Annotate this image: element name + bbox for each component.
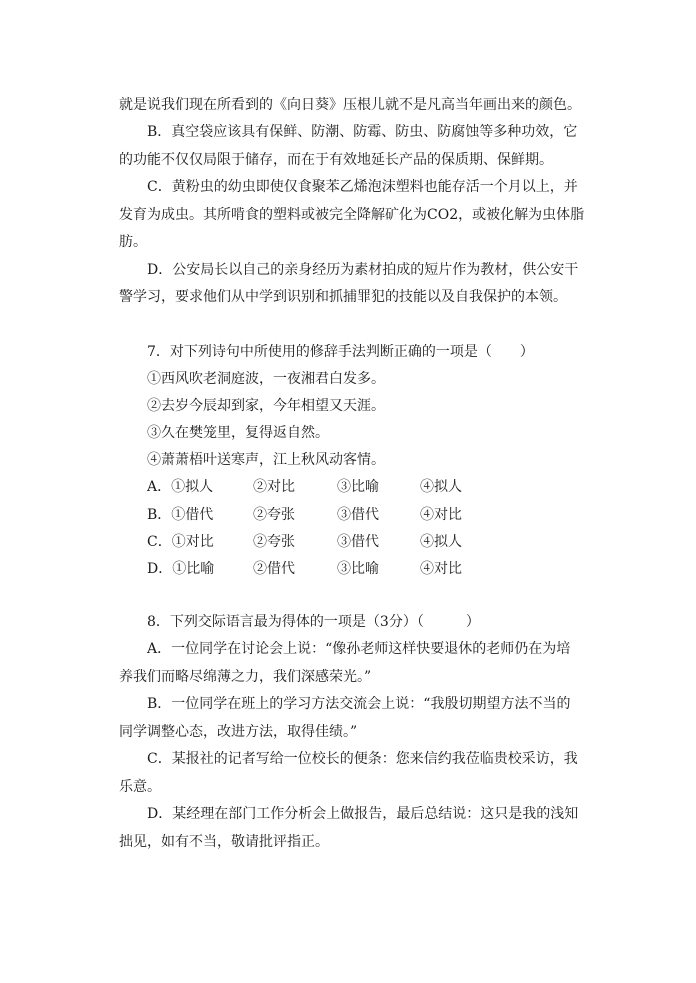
q7-stem: 7．对下列诗句中所使用的修辞手法判断正确的一项是（ ） [147,344,534,360]
q6-option-c-cont: 肪。 [119,234,147,250]
q8-option-a-cont: 养我们而略尽绵薄之力，我们深感荣光。” [119,669,372,685]
q6-option-d-cont: 警学习，要求他们从中学到识别和抓捕罪犯的技能以及自我保护的本领。 [119,289,567,305]
q8-option-b: B．一位同学在班上的学习方法交流会上说：“我殷切期望方法不当的 [147,696,571,712]
q6-option-b-cont: 的功能不仅仅局限于储存，而在于有效地延长产品的保质期、保鲜期。 [119,152,553,168]
q8-option-a: A．一位同学在讨论会上说：“像孙老师这样快要退休的老师仍在为培 [147,641,571,657]
q7-verse: ①西风吹老洞庭波，一夜湘君白发多。 [147,371,385,387]
q8-option-b-cont: 同学调整心态，改进方法，取得佳绩。” [119,724,358,740]
q7-option-cell: ④拟人 [420,534,462,550]
q8-option-d-cont: 拙见，如有不当，敬请批评指正。 [119,834,329,850]
q7-option-cell: ③借代 [337,534,379,550]
q7-option-cell: ③比喻 [337,479,379,495]
q8-option-d: D．某经理在部门工作分析会上做报告，最后总结说：这只是我的浅知 [147,806,579,822]
q7-option-cell: ④对比 [420,561,462,577]
q7-option-cell: ③比喻 [337,561,379,577]
q6-text-line: 就是说我们现在所看到的《向日葵》压根儿就不是凡高当年画出来的颜色。 [119,97,581,113]
q7-option-cell: ④拟人 [420,479,462,495]
q7-verse: ②去岁今辰却到家，今年相望又天涯。 [147,398,385,414]
q7-option-cell: D．①比喻 [147,561,215,577]
q7-option-cell: A．①拟人 [147,479,214,495]
q7-verse: ④萧萧梧叶送寒声，江上秋风动客情。 [147,452,385,468]
q7-option-cell: ④对比 [420,507,462,523]
q8-option-c-cont: 乐意。 [119,779,161,795]
q6-option-c: C．黄粉虫的幼虫即使仅食聚苯乙烯泡沫塑料也能存活一个月以上，并 [147,179,578,195]
q7-option-cell: B．①借代 [147,507,214,523]
q7-verse: ③久在樊笼里，复得返自然。 [147,425,329,441]
q6-option-c-cont: 发育为成虫。其所啃食的塑料或被完全降解矿化为CO2，或被化解为虫体脂 [119,207,585,223]
q7-option-cell: ②夸张 [253,534,295,550]
q7-option-cell: ②夸张 [253,507,295,523]
q7-option-cell: ②对比 [253,479,295,495]
q7-option-cell: ③借代 [337,507,379,523]
q8-option-c: C．某报社的记者写给一位校长的便条：您来信约我莅临贵校采访，我 [147,751,578,767]
q7-option-cell: ②借代 [253,561,295,577]
q6-option-d: D．公安局长以自己的亲身经历为素材拍成的短片作为教材，供公安干 [147,262,579,278]
q6-option-b: B．真空袋应该具有保鲜、防潮、防霉、防虫、防腐蚀等多种功效，它 [147,124,578,140]
q8-stem: 8．下列交际语言最为得体的一项是（3分）（ ） [147,614,480,630]
q7-option-cell: C．①对比 [147,534,214,550]
